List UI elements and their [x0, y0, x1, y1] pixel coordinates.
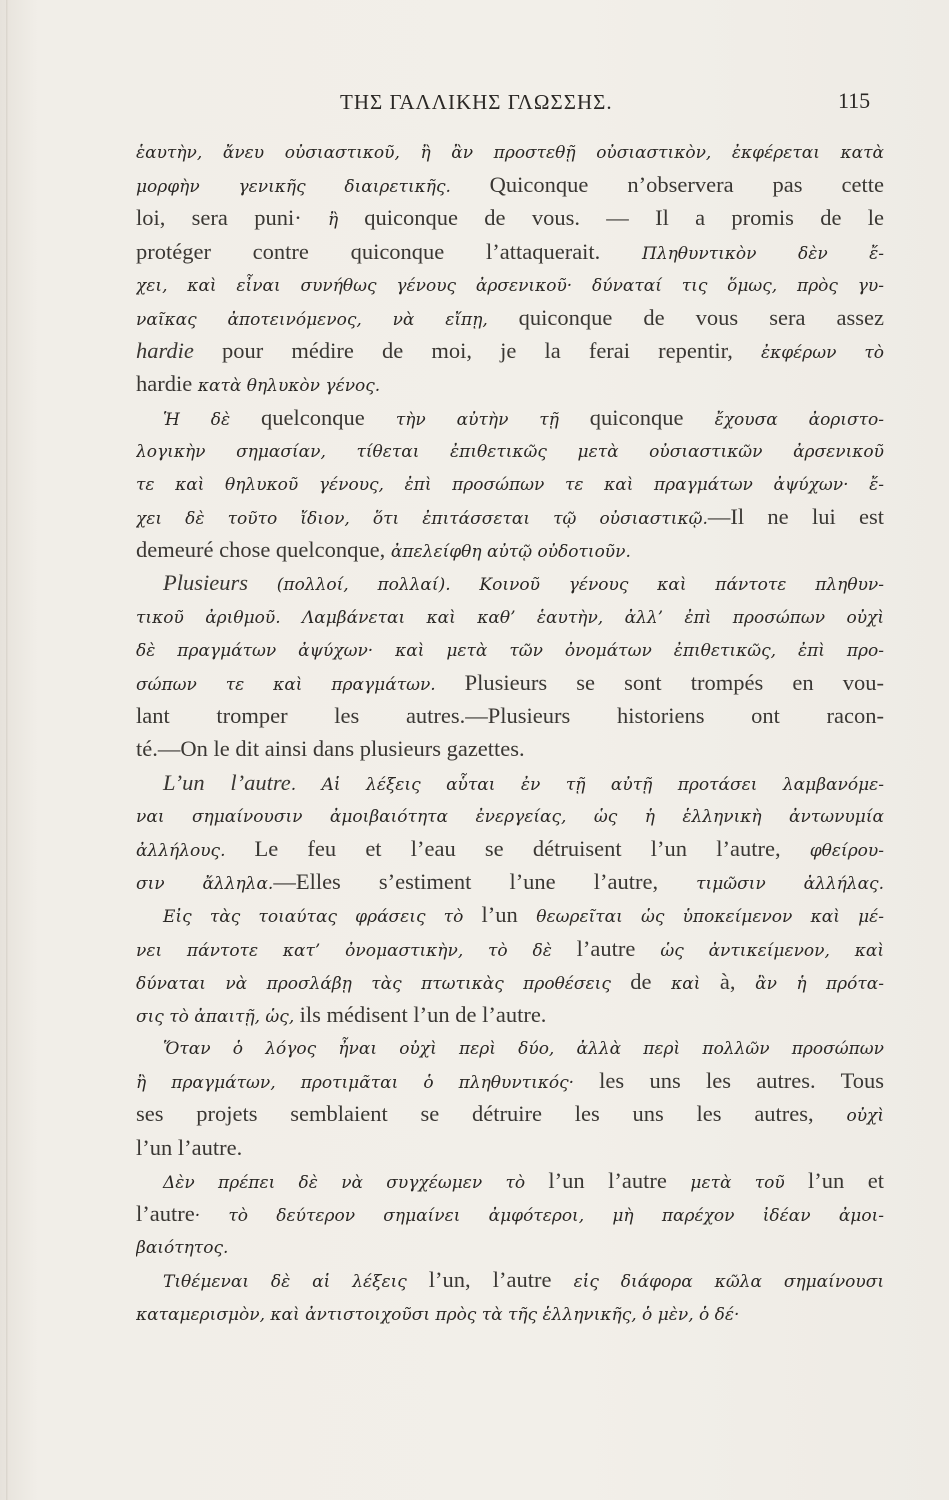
text-segment: ἔχουσα ἀοριστο- [714, 409, 884, 430]
text-segment: τε καὶ θηλυκοῦ γένους, ἐπὶ προσώπων τε καὶ πραγμάτων ἀψύχων· ἔ- [136, 474, 884, 495]
text-segment: ναι σημαίνουσιν ἀμοιβαιότητα ἐνεργείας, ὡς ἡ ἑλληνικὴ ἀντωνυμία [136, 806, 884, 827]
text-segment: ses projets semblaient se détruire les uns les autres, [136, 1101, 847, 1127]
text-line [136, 600, 884, 633]
text-segment: · τὸ δεύτερον σημαίνει ἀμφότεροι, μὴ παρέχον ἰδέαν ἀμοι- [194, 1206, 884, 1226]
text-segment: σώπων τε καὶ πραγμάτων. [136, 675, 465, 695]
text-segment: Ὅταν ὁ λόγος ἦναι οὐχὶ περὶ δύο, ἀλλὰ περὶ πολλῶν προσώπων [163, 1039, 884, 1060]
text-segment: Τιθέμεναι δὲ αἱ λέξεις [163, 1272, 429, 1293]
text-segment: ἂν ἡ πρότα- [755, 973, 884, 994]
text-line [136, 1097, 884, 1130]
text-line [136, 932, 884, 965]
text-segment: τικοῦ ἀριθμοῦ. Λαμβάνεται καὶ καθ’ ἑαυτὴν, ἀλλ’ ἐπὶ προσώπων οὐχὶ [136, 607, 884, 628]
text-segment: ἀλλήλους. [136, 840, 255, 861]
text-segment: quiconque de vous. — Il a promis de le [364, 205, 884, 231]
text-segment: l’un l’autre [548, 1167, 691, 1193]
text-segment: demeuré chose quelconque, [136, 537, 391, 563]
text-segment: Quiconque n’observera pas cette [489, 172, 884, 198]
text-line [136, 1064, 884, 1097]
body-text [136, 135, 884, 1330]
text-segment: ἢ [328, 210, 365, 231]
text-segment: δὲ πραγμάτων ἀψύχων· καὶ μετὰ τῶν ὀνομάτων ἐπιθετικῶς, ἐπὶ προ- [136, 640, 884, 661]
text-segment: (πολλοί, πολλαί). Κοινοῦ γένους καὶ πάντοτε πληθυν- [248, 575, 884, 596]
text-segment: . Αἱ λέξεις αὗται ἐν τῇ αὐτῇ προτάσει λαμβανόμε- [290, 774, 884, 795]
text-line [136, 500, 884, 533]
text-line [136, 1197, 884, 1230]
text-segment: τιμῶσιν ἀλλήλας. [696, 874, 884, 895]
text-segment: Πληθυντικὸν δὲν ἔ- [642, 243, 884, 264]
text-line [136, 135, 884, 168]
text-segment: l’autre [136, 1201, 195, 1226]
text-segment: hardie [136, 338, 194, 364]
text-segment: θεωρεῖται ὡς ὑποκείμενον καὶ μέ- [536, 907, 884, 928]
text-segment: Δὲν πρέπει δὲ νὰ συγχέωμεν τὸ [163, 1172, 549, 1193]
text-segment: εἰς διάφορα κῶλα σημαίνουσι [573, 1272, 884, 1293]
text-segment: lant tromper les autres.—Plusieurs historiens ont racon- [136, 703, 884, 729]
text-segment: Plusieurs se sont trompés en vou- [464, 670, 884, 695]
text-segment: κατὰ θηλυκὸν γένος. [197, 376, 381, 397]
text-segment: —Il ne lui est [707, 504, 884, 530]
text-line [136, 268, 884, 301]
text-segment: L’un l’autre [163, 769, 291, 795]
text-segment: χει δὲ τοῦτο ἴδιον, ὅτι ἐπιτάσσεται τῷ οὐσιαστικῷ. [136, 509, 708, 530]
text-segment: ἑαυτὴν, ἄνευ οὐσιαστικοῦ, ἢ ἂν προστεθῇ οὐσιαστικὸν, ἐκφέρεται κατὰ [136, 143, 884, 163]
text-segment: les uns les autres. Tous [599, 1068, 884, 1094]
text-line [136, 865, 884, 898]
text-line [136, 832, 884, 865]
text-segment: καταμερισμὸν, καὶ ἀντιστοιχοῦσι πρὸς τὰ τῆς ἑλληνικῆς, ὁ μὲν, ὁ δέ· [136, 1304, 740, 1325]
text-segment: —Elles s’estiment l’une l’autre, [273, 869, 697, 895]
text-line [136, 434, 884, 467]
text-segment: Ἡ δὲ [163, 409, 262, 430]
text-segment: l’un et [808, 1167, 884, 1193]
text-line [136, 533, 884, 566]
text-segment: té.—On le dit ainsi dans plusieurs gazettes. [136, 736, 525, 762]
text-segment: νει πάντοτε κατ’ ὀνομαστικὴν, τὸ δὲ [136, 940, 577, 961]
text-segment: λογικὴν σημασίαν, τίθεται ἐπιθετικῶς μετὰ οὐσιαστικῶν ἀρσενικοῦ [136, 441, 884, 462]
text-line [136, 666, 884, 699]
text-segment: ἢ πραγμάτων, προτιμᾶται ὁ πληθυντικός· [136, 1073, 600, 1094]
text-segment: protéger contre quiconque l’attaquerait. [136, 238, 643, 264]
text-line [136, 633, 884, 666]
text-segment: pour médire de moi, je la ferai repentir, [193, 338, 761, 364]
text-segment: quiconque [589, 404, 715, 430]
text-line [136, 401, 884, 434]
text-segment: τὴν αὐτὴν τῇ [395, 409, 590, 430]
text-line [136, 799, 884, 832]
text-segment: οὐχὶ [846, 1106, 884, 1127]
text-segment: quelconque [261, 404, 396, 430]
page-header [0, 88, 949, 118]
text-line [136, 1031, 884, 1064]
text-line [136, 566, 884, 599]
text-line [136, 168, 884, 201]
text-line [136, 467, 884, 500]
text-segment: ils médisent l’un de l’autre. [299, 1001, 547, 1027]
page-number: 115 [838, 88, 871, 113]
text-line [136, 1230, 884, 1263]
text-segment: φθείρου- [809, 840, 884, 861]
text-segment: l’un l’autre. [136, 1134, 243, 1160]
text-line [136, 1297, 884, 1330]
text-segment: χει, καὶ εἶναι συνήθως γένους ἀρσενικοῦ· δύναταί τις ὅμως, πρὸς γυ- [136, 275, 884, 296]
text-line [136, 898, 884, 931]
text-segment: μετὰ τοῦ [690, 1172, 809, 1193]
text-segment: σις τὸ ἀπαιτῇ, ὡς, [136, 1006, 300, 1027]
text-segment: hardie [136, 371, 198, 397]
text-segment: βαιότητος. [136, 1238, 229, 1259]
text-segment: Εἰς τὰς τοιαύτας φράσεις τὸ [163, 907, 482, 928]
text-line [136, 334, 884, 367]
text-line [136, 998, 884, 1031]
text-segment: μορφὴν γενικῆς διαιρετικῆς. [136, 177, 490, 198]
text-line [136, 965, 884, 998]
text-line [136, 367, 884, 400]
text-segment: loi, sera puni· [136, 205, 328, 231]
text-line [136, 1131, 884, 1164]
text-line [136, 1164, 884, 1197]
text-line [136, 235, 884, 268]
text-line [136, 1263, 884, 1296]
text-segment: ἐκφέρων τὸ [760, 343, 884, 364]
page-fold-shadow [6, 0, 9, 1500]
text-line [136, 301, 884, 334]
text-segment: ναῖκας ἀποτεινόμενος, νὰ εἴπῃ, [136, 309, 519, 330]
text-segment: ὡς ἀντικείμενον, καὶ [660, 940, 884, 961]
running-title: ΤΗΣ ΓΑΛΛΙΚΗΣ ΓΛΩΣΣΗΣ. [340, 90, 613, 114]
text-line [136, 766, 884, 799]
text-segment: δύναται νὰ προσλάβῃ τὰς πτωτικὰς προθέσεις [136, 973, 631, 994]
text-segment: à, [719, 968, 756, 994]
text-segment: Plusieurs [163, 570, 249, 596]
text-segment: Le feu et l’eau se détruisent l’un l’autre, [254, 835, 810, 861]
text-segment: ἀπελείφθη αὐτῷ οὐδοτιοῦν. [390, 542, 631, 563]
text-line [136, 699, 884, 732]
text-segment: quiconque de vous sera assez [518, 304, 884, 330]
text-segment: l’un, l’autre [428, 1267, 574, 1293]
text-segment: l’autre [576, 935, 661, 961]
text-segment: de [630, 968, 672, 994]
text-line [136, 201, 884, 234]
text-segment: σιν ἄλληλα. [136, 874, 274, 895]
text-line [136, 732, 884, 765]
text-segment: l’un [481, 902, 537, 928]
text-segment: καὶ [671, 973, 720, 994]
